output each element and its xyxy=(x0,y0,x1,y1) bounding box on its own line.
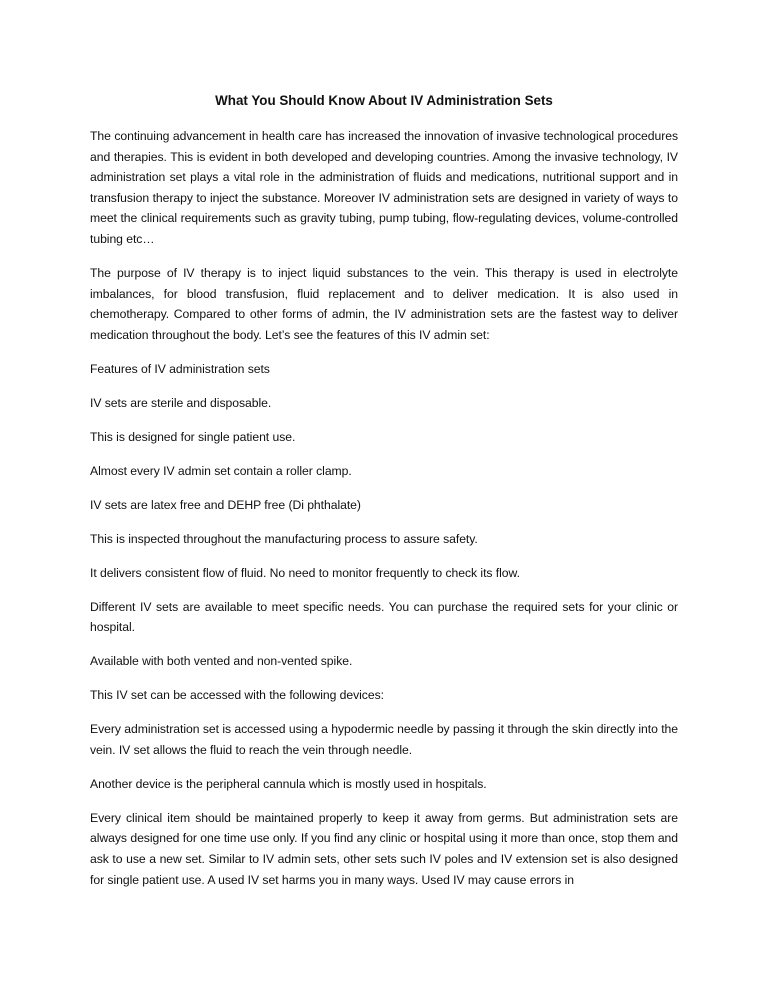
feature-item: IV sets are sterile and disposable. xyxy=(90,395,272,410)
document-title: What You Should Know About IV Administration Sets xyxy=(215,93,553,108)
devices-heading: This IV set can be accessed with the following devices: xyxy=(90,688,384,703)
device-item: Another device is the peripheral cannula which is mostly used in hospitals. xyxy=(90,776,487,791)
paragraph-purpose: The purpose of IV therapy is to inject liquid substances to the vein. This therapy is used in electrolyte imbalances, for blood transfusion, fluid replacement and to deliver medication. It is also used in chemotherapy. Compared to other forms of admin, the IV administration sets are the fastest way to deliver medication throughout the body. Let’s see the features of this IV admin set: xyxy=(90,265,678,342)
feature-item: Different IV sets are available to meet specific needs. You can purchase the required sets for your clinic or hospital. xyxy=(90,599,678,635)
feature-item: Available with both vented and non-vented spike. xyxy=(90,654,353,669)
feature-item: It delivers consistent flow of fluid. No need to monitor frequently to check its flow. xyxy=(90,565,520,580)
feature-item: Almost every IV admin set contain a roller clamp. xyxy=(90,463,352,478)
paragraph-maintenance: Every clinical item should be maintained properly to keep it away from germs. But administration sets are always designed for one time use only. If you find any clinic or hospital using it more than once, stop them and ask to use a new set. Similar to IV admin sets, other sets such IV poles and IV extension set is also designed for single patient use. A used IV set harms you in many ways. Used IV may cause errors in xyxy=(90,810,678,887)
feature-item: This is inspected throughout the manufacturing process to assure safety. xyxy=(90,531,478,546)
feature-item: This is designed for single patient use. xyxy=(90,429,296,444)
device-item: Every administration set is accessed using a hypodermic needle by passing it through the skin directly into the vein. IV set allows the fluid to reach the vein through needle. xyxy=(90,722,678,757)
paragraph-intro: The continuing advancement in health care has increased the innovation of invasive technological procedures and therapies. This is evident in both developed and developing countries. Among the invasive technology, IV administration set plays a vital role in the administration of fluids and medications, nutritional support and in transfusion therapy to inject the substance. Moreover IV administration sets are designed in variety of ways to meet the clinical requirements such as gravity tubing, pump tubing, flow-regulating devices, volume-controlled tubing etc… xyxy=(90,129,678,246)
feature-item: IV sets are latex free and DEHP free (Di phthalate) xyxy=(90,497,361,512)
features-heading: Features of IV administration sets xyxy=(90,361,270,376)
document-page xyxy=(90,93,678,903)
